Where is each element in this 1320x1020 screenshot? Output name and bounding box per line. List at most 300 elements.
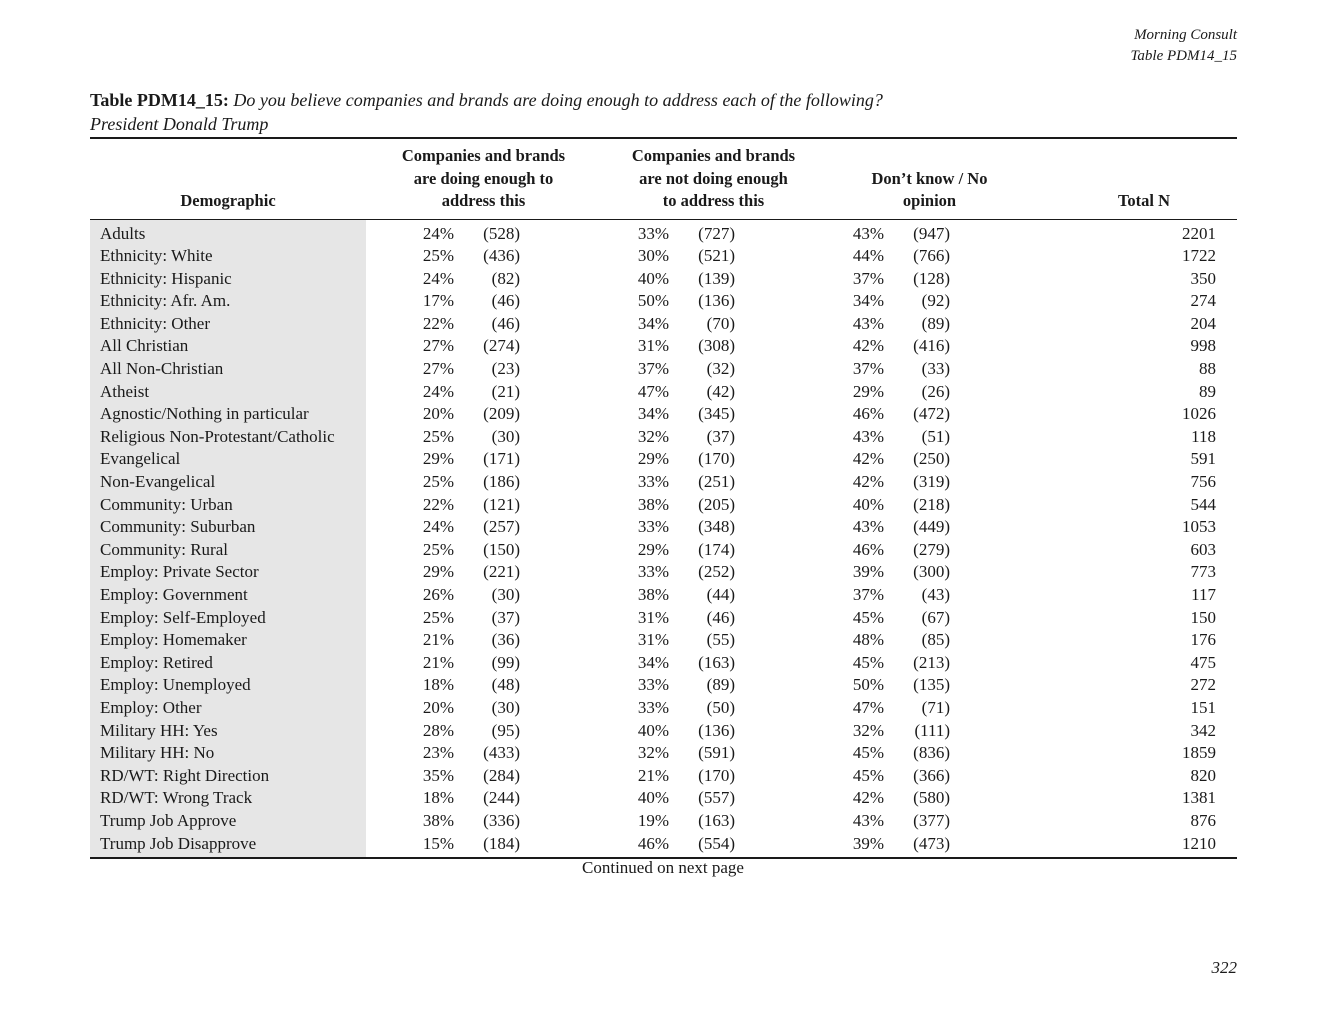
doing-enough-pct: 18%: [422, 675, 454, 695]
row-label: Employ: Other: [90, 697, 366, 720]
table-row: [90, 335, 1237, 358]
not-doing-enough-count: (50): [706, 697, 735, 717]
col-header-demographic: Demographic: [90, 138, 366, 219]
dont-know-count: (89): [921, 313, 950, 333]
spacer: [950, 652, 1011, 675]
doing-enough-count: (30): [491, 697, 520, 717]
not-doing-enough-count: (348): [698, 517, 735, 537]
dont-know-pct: 45%: [852, 652, 884, 672]
dont-know-count: (111): [914, 720, 950, 740]
table-title: [90, 88, 1240, 136]
dont-know-count: (416): [913, 336, 950, 356]
spacer: [520, 358, 581, 381]
dont-know-pct: 46%: [852, 404, 884, 424]
spacer: [735, 245, 796, 268]
row-label: Non-Evangelical: [90, 471, 366, 494]
spacer: [520, 810, 581, 833]
spacer: [735, 810, 796, 833]
spacer: [520, 290, 581, 313]
row-label: Employ: Homemaker: [90, 629, 366, 652]
spacer: [950, 471, 1011, 494]
spacer: [950, 720, 1011, 743]
doing-enough-count: (30): [491, 585, 520, 604]
spacer: [735, 335, 796, 358]
doing-enough-count: (46): [491, 313, 520, 333]
dont-know-count: (51): [921, 426, 950, 446]
total-n: 342: [1190, 720, 1216, 740]
not-doing-enough-pct: 33%: [637, 517, 669, 537]
dont-know-pct: 42%: [852, 472, 884, 492]
spacer: [520, 313, 581, 336]
table-row: [90, 787, 1237, 810]
dont-know-pct: 34%: [852, 291, 884, 311]
dont-know-pct: 45%: [852, 743, 884, 763]
spacer: [520, 833, 581, 859]
doing-enough-pct: 22%: [422, 313, 454, 333]
not-doing-enough-pct: 33%: [637, 675, 669, 695]
spacer: [735, 539, 796, 562]
doing-enough-count: (23): [491, 359, 520, 379]
spacer: [950, 426, 1011, 449]
spacer: [950, 629, 1011, 652]
dont-know-count: (319): [913, 472, 950, 492]
spacer: [520, 742, 581, 765]
not-doing-enough-count: (32): [706, 359, 735, 379]
doing-enough-pct: 18%: [422, 788, 454, 808]
dont-know-count: (836): [913, 743, 950, 763]
table-row: [90, 561, 1237, 584]
not-doing-enough-pct: 34%: [637, 313, 669, 333]
doing-enough-count: (257): [483, 517, 520, 537]
spacer: [520, 539, 581, 562]
dont-know-pct: 42%: [852, 336, 884, 356]
spacer: [520, 268, 581, 291]
not-doing-enough-count: (139): [698, 268, 735, 288]
doing-enough-pct: 21%: [422, 630, 454, 650]
not-doing-enough-pct: 34%: [637, 404, 669, 424]
not-doing-enough-pct: 37%: [637, 359, 669, 379]
not-doing-enough-pct: 40%: [637, 720, 669, 740]
row-label: Trump Job Disapprove: [90, 833, 366, 859]
spacer: [520, 471, 581, 494]
spacer: [950, 358, 1011, 381]
doing-enough-pct: 23%: [422, 743, 454, 763]
dont-know-pct: 43%: [852, 517, 884, 537]
table-row: [90, 652, 1237, 675]
table-row: [90, 290, 1237, 313]
row-label: Ethnicity: Other: [90, 313, 366, 336]
total-n: 274: [1190, 291, 1216, 311]
dont-know-pct: 46%: [852, 539, 884, 559]
spacer: [950, 787, 1011, 810]
spacer: [950, 313, 1011, 336]
dont-know-count: (472): [913, 404, 950, 424]
spacer: [735, 787, 796, 810]
spacer: [735, 219, 796, 245]
spacer: [735, 765, 796, 788]
spacer: [735, 742, 796, 765]
spacer: [520, 787, 581, 810]
header-org: Morning Consult: [1134, 27, 1237, 43]
total-n: 998: [1190, 336, 1216, 356]
dont-know-count: (43): [921, 585, 950, 604]
total-n: 773: [1190, 562, 1216, 582]
dont-know-count: (218): [913, 494, 950, 514]
row-label: Trump Job Approve: [90, 810, 366, 833]
dont-know-pct: 48%: [852, 630, 884, 650]
total-n: 1381: [1182, 788, 1216, 808]
total-n: 591: [1190, 449, 1216, 469]
not-doing-enough-count: (136): [698, 720, 735, 740]
total-n: 204: [1190, 313, 1216, 333]
spacer: [735, 607, 796, 630]
row-label: Military HH: No: [90, 742, 366, 765]
header-row: [90, 138, 1237, 219]
not-doing-enough-count: (136): [698, 291, 735, 311]
col-header-dont-know: Don’t know / No opinion: [796, 138, 1011, 219]
dont-know-pct: 43%: [852, 313, 884, 333]
spacer: [735, 426, 796, 449]
total-n: 756: [1190, 472, 1216, 492]
not-doing-enough-pct: 34%: [637, 652, 669, 672]
not-doing-enough-count: (89): [706, 675, 735, 695]
table-row: [90, 674, 1237, 697]
total-n: 820: [1190, 765, 1216, 785]
spacer: [950, 381, 1011, 404]
dont-know-pct: 50%: [852, 675, 884, 695]
spacer: [520, 765, 581, 788]
row-label: RD/WT: Right Direction: [90, 765, 366, 788]
not-doing-enough-pct: 46%: [581, 833, 669, 859]
doing-enough-pct: 29%: [422, 562, 454, 582]
row-label: Community: Rural: [90, 539, 366, 562]
doing-enough-pct: 25%: [422, 607, 454, 627]
dont-know-count: (580): [913, 788, 950, 808]
doing-enough-count: (209): [483, 404, 520, 424]
dont-know-count: (33): [921, 359, 950, 379]
spacer: [520, 381, 581, 404]
not-doing-enough-count: (44): [706, 585, 735, 604]
total-n: 118: [1191, 426, 1216, 446]
spacer: [950, 245, 1011, 268]
dont-know-count: (26): [921, 381, 950, 401]
spacer: [950, 335, 1011, 358]
spacer: [950, 584, 1011, 607]
not-doing-enough-pct: 31%: [637, 336, 669, 356]
spacer: [735, 833, 796, 859]
spacer: [520, 403, 581, 426]
page-header: [1130, 25, 1237, 67]
dont-know-count: (279): [913, 539, 950, 559]
row-label: Religious Non-Protestant/Catholic: [90, 426, 366, 449]
doing-enough-pct: 21%: [422, 652, 454, 672]
doing-enough-count: (21): [491, 381, 520, 401]
dont-know-pct: 37%: [852, 359, 884, 379]
not-doing-enough-count: (727): [698, 223, 735, 243]
spacer: [520, 245, 581, 268]
doing-enough-count: (30): [491, 426, 520, 446]
not-doing-enough-pct: 38%: [637, 585, 669, 604]
not-doing-enough-pct: 29%: [637, 449, 669, 469]
doing-enough-pct: 17%: [422, 291, 454, 311]
spacer: [735, 720, 796, 743]
total-n: 603: [1190, 539, 1216, 559]
row-label: Employ: Government: [90, 584, 366, 607]
total-n: 88: [1199, 359, 1216, 379]
spacer: [950, 219, 1011, 245]
spacer: [735, 561, 796, 584]
col-header-not-doing-enough: Companies and brands are not doing enough to address this: [581, 138, 796, 219]
dont-know-pct: 47%: [852, 697, 884, 717]
not-doing-enough-pct: 40%: [637, 788, 669, 808]
table-row: [90, 720, 1237, 743]
not-doing-enough-count: (170): [698, 449, 735, 469]
total-n: 117: [1191, 585, 1216, 604]
page-number: 322: [1211, 958, 1237, 977]
spacer: [735, 290, 796, 313]
doing-enough-pct: 15%: [366, 833, 454, 859]
not-doing-enough-count: (205): [698, 494, 735, 514]
dont-know-count: (67): [921, 607, 950, 627]
table-row: [90, 358, 1237, 381]
title-label: Table PDM14_15:: [90, 90, 229, 110]
spacer: [520, 629, 581, 652]
total-n: 89: [1199, 381, 1216, 401]
doing-enough-pct: 24%: [422, 517, 454, 537]
table-row: [90, 381, 1237, 404]
not-doing-enough-count: (521): [698, 246, 735, 266]
not-doing-enough-count: (554): [669, 833, 735, 859]
not-doing-enough-pct: 29%: [637, 539, 669, 559]
spacer: [735, 448, 796, 471]
dont-know-count: (766): [913, 246, 950, 266]
doing-enough-pct: 24%: [422, 268, 454, 288]
spacer: [520, 561, 581, 584]
doing-enough-pct: 27%: [422, 336, 454, 356]
not-doing-enough-count: (46): [706, 607, 735, 627]
total-n: 1026: [1182, 404, 1216, 424]
spacer: [950, 268, 1011, 291]
spacer: [735, 471, 796, 494]
table-row: [90, 810, 1237, 833]
not-doing-enough-pct: 31%: [637, 630, 669, 650]
doing-enough-pct: 25%: [422, 426, 454, 446]
doing-enough-count: (186): [483, 472, 520, 492]
spacer: [950, 290, 1011, 313]
row-label: RD/WT: Wrong Track: [90, 787, 366, 810]
spacer: [950, 742, 1011, 765]
dont-know-count: (92): [921, 291, 950, 311]
table-row: [90, 403, 1237, 426]
table-row: [90, 765, 1237, 788]
spacer: [520, 516, 581, 539]
total-n: 272: [1190, 675, 1216, 695]
doing-enough-pct: 25%: [422, 472, 454, 492]
doing-enough-count: (46): [491, 291, 520, 311]
doing-enough-count: (433): [483, 743, 520, 763]
spacer: [520, 335, 581, 358]
dont-know-pct: 45%: [852, 765, 884, 785]
doing-enough-pct: 27%: [422, 359, 454, 379]
doing-enough-pct: 25%: [422, 539, 454, 559]
col-header-total-n: Total N: [1011, 138, 1237, 219]
doing-enough-count: (95): [491, 720, 520, 740]
dont-know-pct: 37%: [852, 268, 884, 288]
row-label: Community: Suburban: [90, 516, 366, 539]
table-row: [90, 516, 1237, 539]
row-label: Ethnicity: White: [90, 245, 366, 268]
table-row: [90, 539, 1237, 562]
dont-know-pct: 32%: [852, 720, 884, 740]
row-label: All Non-Christian: [90, 358, 366, 381]
doing-enough-pct: 26%: [422, 585, 454, 604]
spacer: [950, 697, 1011, 720]
dont-know-pct: 39%: [796, 833, 884, 859]
title-question: Do you believe companies and brands are doing enough to address each of the following?: [233, 90, 883, 110]
doing-enough-pct: 20%: [422, 404, 454, 424]
not-doing-enough-pct: 19%: [637, 810, 669, 830]
dont-know-pct: 37%: [852, 585, 884, 604]
dont-know-count: (250): [913, 449, 950, 469]
not-doing-enough-count: (163): [698, 652, 735, 672]
spacer: [520, 697, 581, 720]
row-label: Evangelical: [90, 448, 366, 471]
doing-enough-count: (284): [483, 765, 520, 785]
spacer: [950, 674, 1011, 697]
doing-enough-count: (121): [483, 494, 520, 514]
total-n: 1210: [1011, 833, 1237, 859]
dont-know-pct: 42%: [852, 449, 884, 469]
doing-enough-count: (221): [483, 562, 520, 582]
not-doing-enough-count: (557): [698, 788, 735, 808]
doing-enough-count: (99): [491, 652, 520, 672]
row-label: Atheist: [90, 381, 366, 404]
doing-enough-count: (82): [491, 268, 520, 288]
spacer: [520, 494, 581, 517]
row-label: Ethnicity: Afr. Am.: [90, 290, 366, 313]
doing-enough-count: (184): [454, 833, 520, 859]
total-n: 1859: [1182, 743, 1216, 763]
total-n: 150: [1190, 607, 1216, 627]
spacer: [735, 313, 796, 336]
spacer: [735, 268, 796, 291]
table-row: [90, 245, 1237, 268]
dont-know-pct: 44%: [852, 246, 884, 266]
not-doing-enough-count: (251): [698, 472, 735, 492]
spacer: [735, 674, 796, 697]
continued-note: Continued on next page: [582, 858, 744, 877]
table-row: [90, 219, 1237, 245]
not-doing-enough-pct: 33%: [637, 562, 669, 582]
row-label: Employ: Private Sector: [90, 561, 366, 584]
not-doing-enough-pct: 38%: [637, 494, 669, 514]
doing-enough-count: (171): [483, 449, 520, 469]
not-doing-enough-count: (174): [698, 539, 735, 559]
spacer: [950, 448, 1011, 471]
doing-enough-count: (274): [483, 336, 520, 356]
not-doing-enough-count: (42): [706, 381, 735, 401]
dont-know-pct: 40%: [852, 494, 884, 514]
table-row: [90, 629, 1237, 652]
total-n: 1722: [1182, 246, 1216, 266]
spacer: [950, 494, 1011, 517]
spacer: [950, 607, 1011, 630]
row-label: Employ: Retired: [90, 652, 366, 675]
not-doing-enough-pct: 47%: [637, 381, 669, 401]
doing-enough-pct: 24%: [422, 223, 454, 243]
row-label: Employ: Self-Employed: [90, 607, 366, 630]
table-row: [90, 313, 1237, 336]
total-n: 2201: [1182, 223, 1216, 243]
header-table-ref: Table PDM14_15: [1130, 48, 1237, 64]
doing-enough-pct: 29%: [422, 449, 454, 469]
not-doing-enough-pct: 31%: [637, 607, 669, 627]
not-doing-enough-pct: 40%: [637, 268, 669, 288]
title-subtitle: President Donald Trump: [90, 114, 269, 134]
spacer: [950, 516, 1011, 539]
row-label: Adults: [90, 219, 366, 245]
doing-enough-pct: 28%: [422, 720, 454, 740]
doing-enough-pct: 25%: [422, 246, 454, 266]
row-label: Military HH: Yes: [90, 720, 366, 743]
spacer: [520, 674, 581, 697]
dont-know-count: (947): [913, 223, 950, 243]
not-doing-enough-pct: 33%: [637, 223, 669, 243]
doing-enough-count: (244): [483, 788, 520, 808]
row-label: Employ: Unemployed: [90, 674, 366, 697]
spacer: [520, 652, 581, 675]
dont-know-pct: 43%: [852, 810, 884, 830]
table-row: [90, 607, 1237, 630]
row-label: Agnostic/Nothing in particular: [90, 403, 366, 426]
doing-enough-pct: 38%: [422, 810, 454, 830]
not-doing-enough-pct: 32%: [637, 426, 669, 446]
doing-enough-count: (336): [483, 810, 520, 830]
total-n: 475: [1190, 652, 1216, 672]
dont-know-count: (85): [921, 630, 950, 650]
row-label: Ethnicity: Hispanic: [90, 268, 366, 291]
not-doing-enough-pct: 33%: [637, 697, 669, 717]
doing-enough-count: (37): [491, 607, 520, 627]
total-n: 1053: [1182, 517, 1216, 537]
table-row: [90, 494, 1237, 517]
not-doing-enough-pct: 21%: [637, 765, 669, 785]
col-header-doing-enough: Companies and brands are doing enough to address this: [366, 138, 581, 219]
spacer: [735, 381, 796, 404]
spacer: [735, 516, 796, 539]
dont-know-count: (71): [921, 697, 950, 717]
spacer: [520, 584, 581, 607]
spacer: [735, 403, 796, 426]
dont-know-count: (213): [913, 652, 950, 672]
table-row: [90, 471, 1237, 494]
dont-know-pct: 43%: [852, 426, 884, 446]
spacer: [735, 629, 796, 652]
dont-know-pct: 42%: [852, 788, 884, 808]
spacer: [520, 426, 581, 449]
doing-enough-pct: 24%: [422, 381, 454, 401]
spacer: [950, 810, 1011, 833]
dont-know-pct: 43%: [852, 223, 884, 243]
doing-enough-pct: 20%: [422, 697, 454, 717]
doing-enough-pct: 35%: [422, 765, 454, 785]
not-doing-enough-pct: 50%: [637, 291, 669, 311]
not-doing-enough-count: (170): [698, 765, 735, 785]
table-row: [90, 584, 1237, 607]
spacer: [950, 539, 1011, 562]
spacer: [950, 561, 1011, 584]
spacer: [950, 833, 1011, 859]
